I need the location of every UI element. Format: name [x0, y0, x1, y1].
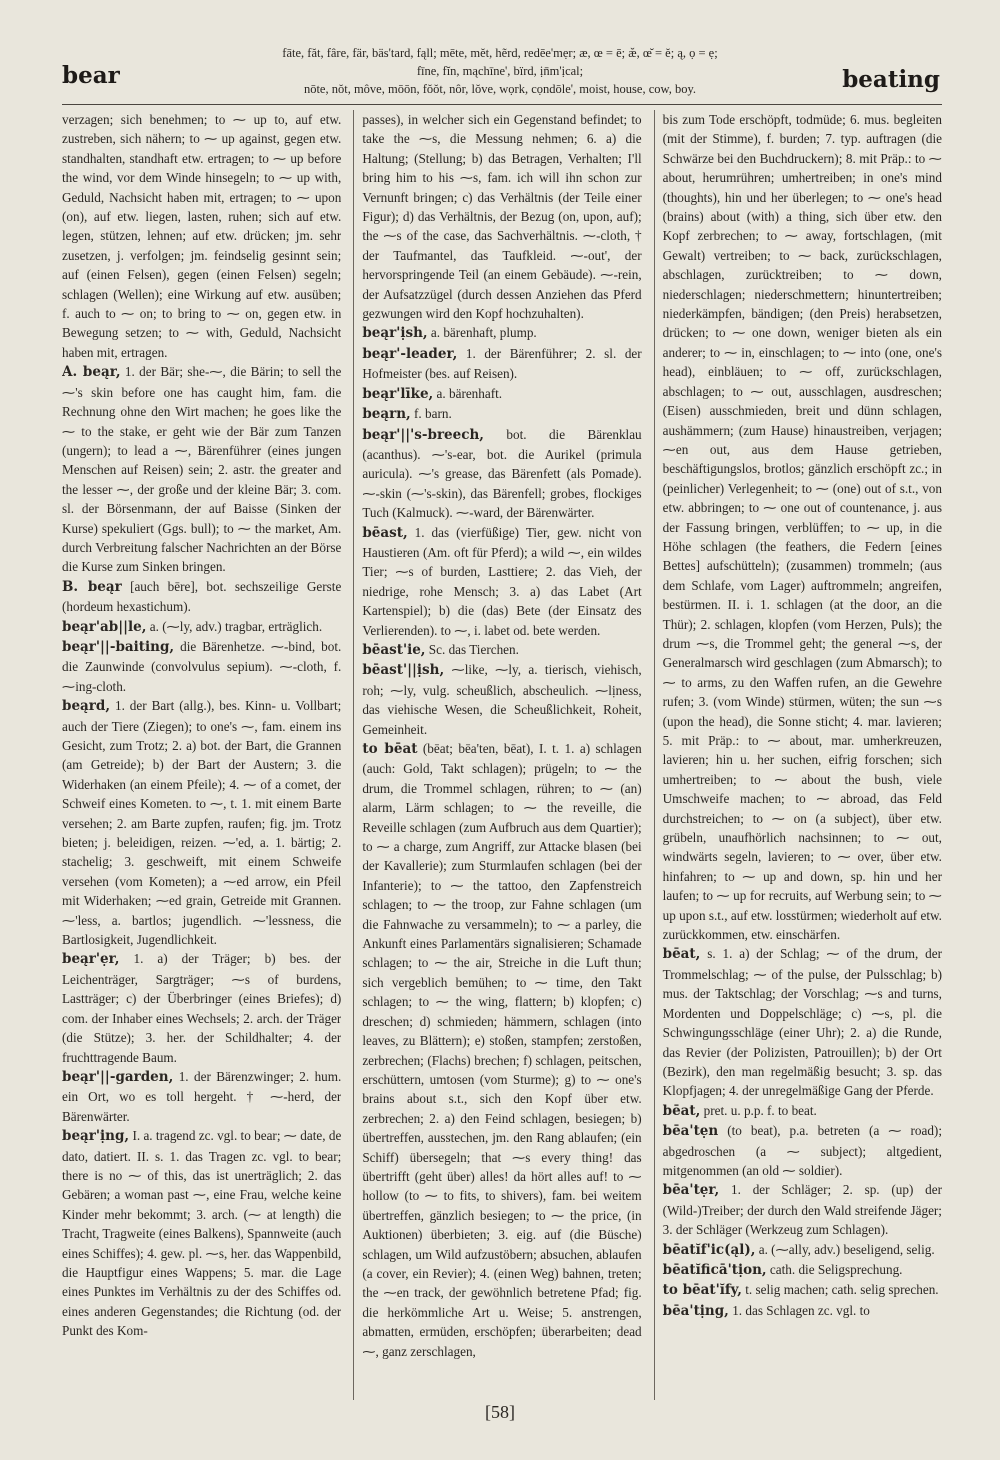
dictionary-entry: [62, 637, 341, 696]
column-1: [62, 110, 341, 1400]
entry-headword: bēa'tịng,: [662, 1302, 729, 1319]
entry-headword: bēa'tẹr,: [662, 1182, 720, 1199]
entry-definition: f. barn.: [414, 406, 452, 422]
dictionary-entry: [663, 1240, 942, 1260]
entry-headword: beąr'ab||le,: [62, 618, 147, 635]
entry-headword: beąr'ịng,: [62, 1128, 130, 1145]
dictionary-entry: [663, 1121, 942, 1180]
dictionary-entry: [663, 1180, 942, 1239]
entry-headword: bēast,: [362, 524, 408, 541]
entry-definition: passes), in welcher sich ein Gegenstand befindet; to take the ⁓s, die Messung nehmen; 6. a) die Haltung; (Stellung; b) das Betragen, Verhalten; I'll bring him to his ⁓s, fam. ich will ihn schon zur Vernunft bringen; c) das Verhältnis (der Teile einer Figur); d) das Verhältnis, der Bezug (on, upon, auf); the ⁓s of the case, das Sachverhältnis. ⁓-cloth, † der Taufmantel, das Taufkleid. ⁓-out', der hervorspringende Teil (an einem Gebäude). ⁓-rein, der Aufsatzzügel (durch dessen Anziehen das Pferd gezwungen wird den Kopf hochzuhalten).: [362, 112, 642, 322]
entry-headword: beąr'līke,: [362, 385, 434, 402]
entry-definition: 1. a) der Träger; b) bes. der Leichenträger, Sargträger; ⁓s of burdens, Lastträger; c) der Überbringer (eines Briefes); d) com. der Inhaber eines Wechsels; 2. arch. der Träger (die Stütze); 3. her. der Schildhalter; 4. der fruchttragende Baum.: [62, 951, 342, 1065]
entry-headword: beąr'ẹr,: [62, 951, 120, 968]
dictionary-entry: [663, 944, 942, 1100]
dictionary-entry: [62, 1126, 341, 1340]
entry-definition: t. selig machen; cath. selig sprechen.: [745, 1282, 939, 1298]
entry-definition: 1. der Bär; she-⁓, die Bärin; to sell the ⁓'s skin before one has caught him, fam. die Rechnung ohne den Wirt machen; he goes like the ⁓ to the stake, er geht wie der Bär zum Tanzen (ungern); to lead a ⁓, Bärenführer (eines jungen Menschen auf Reisen) sein; 2. astr. the greater and the lesser ⁓, der große und der kleine Bär; 3. com. sl. der Börsenmann, der auf Baisse (Sinken der Kurse) spekuliert (Ggs. bull); to ⁓ the market, Am. durch Verbreitung falscher Nachrichten an der Börse die Kurse zum Sinken bringen.: [62, 364, 342, 575]
entry-definition: a. bärenhaft, plump.: [430, 325, 537, 341]
entry-definition: 1. der Bärenführer; 2. sl. der Hofmeister (bes. auf Reisen).: [362, 345, 642, 382]
entry-definition: bot. die Bärenklau (acanthus). ⁓'s-ear, bot. die Aurikel (primula auricula). ⁓'s grease, das Bärenfett (als Pomade). ⁓-skin (⁓'s-skin), das Bärenfell; grobes, flockiges Tuch (Kalmuck). ⁓-ward, der Bärenwärter.: [362, 426, 642, 521]
dictionary-entry: [362, 110, 641, 323]
dictionary-entry: [663, 1260, 942, 1280]
entry-definition: 1. der Bärenzwinger; 2. hum. ein Ort, wo es toll hergeht. † ⁓-herd, der Bärenwärter.: [62, 1068, 342, 1124]
entry-headword: bēast'ie,: [362, 641, 426, 658]
dictionary-entry: [62, 110, 341, 362]
dictionary-entry: [362, 404, 641, 424]
dictionary-entry: [62, 1067, 341, 1126]
dictionary-entry: [362, 523, 641, 640]
entry-definition: 1. das Schlagen zc. vgl. to: [732, 1302, 870, 1318]
entry-headword: bēast'||ịsh,: [362, 662, 445, 679]
dictionary-entry: [663, 1101, 942, 1121]
header-rule: [62, 104, 942, 105]
pron-line-3: nōte, nŏt, môve, mōōn, fŏŏt, nôr, lŏve, wọrk, cọndōle', moist, house, cow, boy.: [303, 82, 697, 96]
entry-definition: I. a. tragend zc. vgl. to bear; ⁓ date, de dato, datiert. II. s. 1. das Tragen zc. vgl. to bear; there is no ⁓ of this, das ist unerträglich; 2. das Gebären; a woman past ⁓, eine Frau, welche keine Kinder mehr bekommt; 3. arch. (⁓ at length) die Tracht, Tragweite (eines Balkens), Spannweite (auch eines Schiffes); 4. gew. pl. ⁓s, her. das Wappenbild, die Hauptfigur eines Wappens; 5. mar. die Lage eines Punktes im Verhältnis zu der des Schiffes od. eines anderen Gegenstandes; die Richtung (od. der Punkt des Kom-: [62, 1128, 342, 1339]
dictionary-entry: [362, 739, 641, 1361]
pron-line-2: fīne, fĭn, mąchīne', bïrd, ịn̄m'ịcal;: [416, 64, 584, 78]
entry-headword: beąr'||-garden,: [62, 1068, 174, 1085]
entry-headword: bēat,: [662, 1102, 701, 1119]
entry-headword: bēa'tẹn: [662, 1123, 719, 1140]
dictionary-entry: [663, 1280, 942, 1300]
entry-definition: die Bärenhetze. ⁓-bind, bot. die Zaunwinde (convolvulus sepium). ⁓-cloth, f. ⁓ing-cloth.: [62, 638, 342, 694]
entry-definition: a. (⁓ly, adv.) tragbar, erträglich.: [149, 618, 323, 634]
guide-word-left: bear: [62, 62, 120, 89]
dictionary-entry: [362, 640, 641, 660]
entry-headword: A. beąr,: [62, 364, 121, 381]
pronunciation-key: [200, 44, 800, 98]
dictionary-entry: [62, 362, 341, 576]
entry-definition: 1. der Bart (allg.), bes. Kinn- u. Vollbart; auch der Tiere (Ziegen); to one's ⁓, fam. einem ins Gesicht, zum Trotz; 2. a) bot. der Bart, die Grannen (am Getreide); b) der Bart der Austern; 3. die Widerhaken (an einem Pfeile); 4. ⁓ of a comet, der Schweif eines Kometen. to ⁓, t. 1. mit einem Barte versehen; 2. am Barte zupfen, raufen; fig. jm. Trotz bieten; j. beleidigen, reizen. ⁓'ed, a. 1. bärtig; 2. stachelig; 3. geschweift, mit einem Schweife versehen (vom Kometen); a ⁓ed arrow, ein Pfeil mit Widerhaken; ⁓ed grain, Getreide mit Grannen. ⁓'less, a. bartlos; jugendlich. ⁓'lessness, die Bartlosigkeit, Jugendlichkeit.: [62, 698, 342, 948]
dictionary-entry: [663, 110, 942, 944]
entry-headword: beąr'ịsh,: [362, 325, 428, 342]
entry-headword: to bēat'ĭfy,: [662, 1282, 742, 1299]
entry-definition: ⁓like, ⁓ly, a. tierisch, viehisch, roh; ⁓ly, vulg. scheußlich, abscheulich. ⁓lịness, das viehische Wesen, die Scheußlichkeit, Roheit, Gemeinheit.: [362, 662, 642, 737]
entry-definition: Sc. das Tierchen.: [428, 641, 519, 657]
entry-definition: pret. u. p.p. f. to beat.: [703, 1102, 817, 1118]
dictionary-entry: [663, 1301, 942, 1321]
dictionary-entry: [362, 425, 641, 523]
entry-headword: bēatĭf'ic(ąl),: [662, 1241, 756, 1258]
entry-headword: beąr'||'s-breech,: [362, 426, 484, 443]
dictionary-entry: [362, 660, 641, 739]
entry-definition: cath. die Seligsprechung.: [769, 1261, 903, 1277]
guide-word-right: beating: [842, 66, 940, 93]
dictionary-entry: [362, 384, 641, 404]
entry-definition: (bēat; bēa'ten, bēat), I. t. 1. a) schlagen (auch: Gold, Takt schlagen); prügeln; to ⁓ the drum, die Trommel schlagen, rühren; to ⁓ (an) alarm, Lärm schlagen; to ⁓ the reveille, die Reveille schlagen (zum Aufbruch aus dem Quartier); to ⁓ a charge, zum Angriff, zur Attacke blasen (bei der Kavallerie); zum Sturmlaufen schlagen (bei der Infanterie); to ⁓ the tattoo, den Zapfenstreich schlagen; to ⁓ the troop, zur Fahne schlagen (um die Fahnwache zu versammeln); to ⁓ a parley, die Ankunft eines Parlamentärs signalisieren; Schamade schlagen; to ⁓ the air, Streiche in die Luft thun; sich vergeblich bemühen; to ⁓ time, den Takt schlagen; to ⁓ the wing, flattern; b) klopfen; c) dreschen; d) schmieden; hämmern, schlagen (into leaves, zu Blättern); e) stoßen, stampfen; zerstoßen, zerbrechen; (Flachs) brechen; f) schlagen, peitschen, erschüttern, umtosen (vom Sturme); g) to ⁓ one's brains about s.t., sich den Kopf über etw. zerbrechen; 2. a) den Feind schlagen, besiegen; b) übertreffen, ausstechen, jm. den Rang ablaufen; (ein Schiff) übersegeln; that ⁓s every thing! das übertrifft (geht über) alles! da hört alles auf! to ⁓ hollow (to ⁓ to fits, to shivers), fam. bei weitem übertreffen, gänzlich besiegen; to ⁓ the price, (in Auktionen) überbieten; 3. eig. auf (die Büsche) schlagen, um Wild aufzustöbern; absuchen, ablaufen (a cover, ein Revier); 4. (einen Weg) bahnen, treten; the ⁓en track, der gewöhnlich betretene Pfad; fig. die herkömmliche Art u. Weise; 5. anstrengen, abmatten, ermüden, erschöpfen; überarbeiten; dead ⁓, ganz zerschlagen,: [362, 741, 642, 1359]
dictionary-entry: [62, 949, 341, 1066]
dictionary-entry: [362, 323, 641, 343]
dictionary-entry: [62, 696, 341, 949]
entry-headword: beąr'-leader,: [362, 345, 458, 362]
column-3: [654, 110, 942, 1400]
column-2: [353, 110, 641, 1400]
dictionary-entry: [62, 577, 341, 617]
entry-definition: 1. der Schläger; 2. sp. (up) der (Wild-)Treiber; der durch den Wald streifende Jäger; 3. der Schläger (Werkzeug zum Schlagen).: [662, 1182, 942, 1238]
page-number: [58]: [485, 1402, 515, 1422]
entry-definition: a. (⁓ally, adv.) beseligend, selig.: [758, 1241, 935, 1257]
entry-definition: 1. das (vierfüßige) Tier, gew. nicht von Haustieren (Am. oft für Pferd); a wild ⁓, ein wildes Tier; ⁓s of burden, Lasttiere; 2. das Vieh, der niedrige, rohe Mensch; 3. a) das Labet (Art Kartenspiel); b) die (das) Bete (der Einsatz des Verlierenden). to ⁓, i. labet od. bete werden.: [362, 524, 642, 638]
entry-headword: beąr'||-baiting,: [62, 638, 175, 655]
dictionary-entry: [362, 344, 641, 384]
pron-line-1: fāte, făt, fâre, fär, bäs'tard, fąll; mēte, mĕt, hẽrd, redēe'mẹr; æ, œ = ē; æ̆, œ̆ = ĕ; ą, ọ = ẹ;: [282, 46, 718, 60]
entry-definition: (to beat), p.a. betreten (a ⁓ road); abgedroschen (a ⁓ subject); altgedient, mitgenommen (an old ⁓ soldier).: [662, 1123, 942, 1178]
entry-headword: B. beąr: [62, 578, 122, 595]
entry-definition: a. bärenhaft.: [436, 385, 503, 401]
entry-headword: beąrn,: [362, 406, 411, 423]
entry-headword: beąrd,: [62, 698, 111, 715]
entry-definition: verzagen; sich benehmen; to ⁓ up to, auf etw. zustreben, sich nähern; to ⁓ up against, gegen etw. standhalten, standhaft etw. ertragen; to ⁓ up before the wind, vor dem Winde hinsegeln; to ⁓ up with, Geduld, Nachsicht haben mit, ertragen; to ⁓ upon (on), auf etw. liegen, lasten, ruhen; sich auf etw. legen, stützen, lehnen; auf etw. drücken; jm. sehr zusetzen, j. verfolgen; jm. feindselig gesinnt sein; auf (einen Felsen), gegen (einen Felsen) segeln; schlagen (Wellen); eine Wirkung auf etw. ausüben; f. auch to ⁓ on; to bring to ⁓ on, gegen etw. in Bewegung setzen; to ⁓ with, Geduld, Nachsicht haben mit, ertragen.: [62, 112, 342, 360]
columns: [62, 110, 942, 1400]
entry-headword: bēatĭficā'tịon,: [662, 1261, 767, 1278]
entry-definition: s. 1. a) der Schlag; ⁓ of the drum, der Trommelschlag; ⁓ of the pulse, der Pulsschlag; b) mus. der Taktschlag; der Vorschlag; ⁓s and turns, Mordenten und Doppelschläge; c) ⁓s, pl. die Schwingungsschläge (einer Uhr); 2. a) die Runde, das Revier (der Polizisten, Patrouillen); b) der Ort (Bezirk), den man regelmäßig besucht; 3. sp. das Klopfjagen; 4. der unregelmäßige Gang der Pferde.: [662, 946, 942, 1099]
dictionary-entry: [62, 617, 341, 637]
entry-definition: [auch bēre], bot. sechszeilige Gerste (hordeum hexastichum).: [62, 578, 342, 615]
entry-headword: bēat,: [662, 946, 701, 963]
entry-definition: bis zum Tode erschöpft, todmüde; 6. mus. begleiten (mit der Stimme), f. burden; 7. typ. auftragen (die Schwärze bei den Buchdruckern); 8. mit Präp.: to ⁓ about, herumrühren; umhertreiben; in one's mind (thoughts), hin und her überlegen; to ⁓ one's head (brains) about (with) a thing, sich über etw. den Kopf zerbrechen; to ⁓ away, fortschlagen, (mit Gewalt) vertreiben; to ⁓ back, zurückschlagen, abschlagen, zurücktreiben; to ⁓ down, niederschlagen; niederschmettern; hinuntertreiben; niederkämpfen, bändigen; (den Preis) herabsetzen, drücken; to ⁓ one down, weniger bieten als ein anderer; to ⁓ in, einschlagen; to ⁓ into (one, one's head), einbläuen; to ⁓ off, zurückschlagen, abschlagen; to ⁓ out, ausschlagen, ausdreschen; (Eisen) ausschmieden, breit und dünn schlagen, aushämmern; (zum Hause) hinaustreiben, verjagen; ⁓en out, aus dem Hause getrieben, beschäftigungslos, brotlos; gänzlich erschöpft zc.; in (peinlicher) Verlegenheit; to ⁓ (one) out of s.t., von etw. abbringen; to ⁓ one out of countenance, j. aus der Fassung bringen, verblüffen; to ⁓ up, in die Höhe schlagen (the feathers, die Federn [eines Bettes] aufschütteln); (zusammen) trommeln; (aus dem Schlafe, vom Lager) auftrommeln; angreifen, bestürmen. II. i. 1. schlagen (at the door, an die Thür); 2. schlagen, klopfen (vom Herzen, Puls); the drum ⁓s, die Trommel geht; the general ⁓s, der Generalmarsch wird geschlagen (zum Abmarsch); to ⁓ to arms, zu den Waffen rufen, an die Gewehre rufen; 3. (vom Winde) stürmen, wüten; the sun ⁓s (upon the head), die Sonne sticht; 4. mar. lavieren; 5. mit Präp.: to ⁓ about, mar. umherkreuzen, lavieren; hin u. her suchen, eifrig forschen; sich umhertreiben; to ⁓ about the bush, viele Umschweife machen; to ⁓ abroad, das Feld durchstreichen; to ⁓ on (a subject), über etw. grübeln, unaufhörlich nachsinnen; to ⁓ out, windwärts segeln, lavieren; to ⁓ over, über etw. hinfahren; to ⁓ up and down, sp. hin und her laufen; to ⁓ up for recruits, auf Werbung sein; to ⁓ up upon s.t., auf etw. losstürmen; wiederholt auf etw. zurückkommen, etw. einschärfen.: [662, 112, 942, 943]
entry-headword: to bēat: [362, 741, 418, 757]
